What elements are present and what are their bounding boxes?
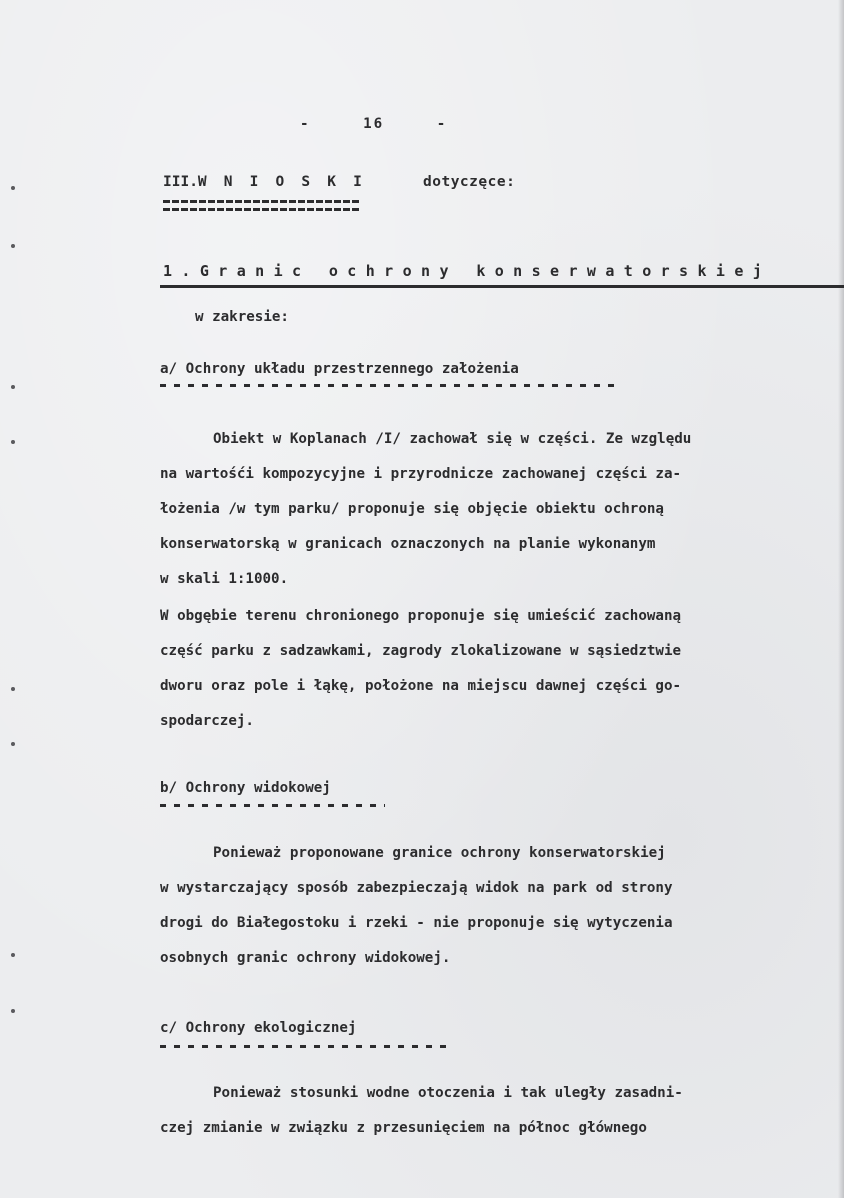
section-title-double-underline [163,200,359,211]
part-c-heading: c/ Ochrony ekologicznej [160,1020,357,1036]
part-a-line: dworu oraz pole i łąkę, położone na miejscu dawnej części go- [160,678,682,694]
page-number-dash-left: - [300,116,311,132]
part-b-line: Ponieważ proponowane granice ochrony konserwatorskiej [213,845,666,861]
margin-dot [11,186,15,190]
page-number-line [300,115,447,133]
page-number: 16 [363,116,385,132]
part-a-heading: a/ Ochrony układu przestrzennego założenia [160,361,519,377]
part-a-line: część parku z sadzawkami, zagrody zlokalizowane w sąsiedztwie [160,643,682,659]
page-edge-shadow [838,0,844,1198]
part-a-line: łożenia /w tym parku/ proponuje się objęcie obiektu ochroną [160,501,664,517]
subsection-heading: 1.Granic ochrony konserwatorskiej [163,262,772,280]
part-b-dashed-underline [160,804,385,807]
section-title-spaced: W N I O S K I [197,174,367,190]
page-number-dash-right: - [436,116,448,132]
part-b-line: osobnych granic ochrony widokowej. [160,950,451,966]
part-a-line: Obiekt w Koplanach /I/ zachował się w części. Ze względu [213,431,692,447]
section-title-tail: dotyczęce: [423,174,516,190]
part-a-line: konserwatorską w granicach oznaczonych na planie wykonanym [160,536,656,552]
margin-dot [11,953,15,957]
part-a-line: W obgębie terenu chronionego proponuje się umieścić zachowaną [160,608,682,624]
part-c-line: Ponieważ stosunki wodne otoczenia i tak uległy zasadni- [213,1085,683,1101]
scope-line: w zakresie: [195,309,289,325]
part-b-line: drogi do Białegostoku i rzeki - nie proponuje się wytyczenia [160,915,673,931]
part-a-line: na wartośći kompozycyjne i przyrodnicze zachowanej części za- [160,466,682,482]
part-a-dashed-underline [160,384,615,387]
margin-dot [11,440,15,444]
margin-dot [11,687,15,691]
part-b-line: w wystarczający sposób zabezpieczają widok na park od strony [160,880,673,896]
part-c-dashed-underline [160,1045,448,1048]
subsection-underline [160,285,844,288]
section-number: III. [163,174,198,190]
section-title [163,173,516,191]
margin-dot [11,742,15,746]
part-a-line: w skali 1:1000. [160,571,289,587]
margin-dot [11,1009,15,1013]
margin-dot [11,244,15,248]
margin-dot [11,385,15,389]
part-b-heading: b/ Ochrony widokowej [160,780,331,796]
part-a-line: spodarczej. [160,713,254,729]
part-c-line: czej zmianie w związku z przesunięciem na północ głównego [160,1120,647,1136]
